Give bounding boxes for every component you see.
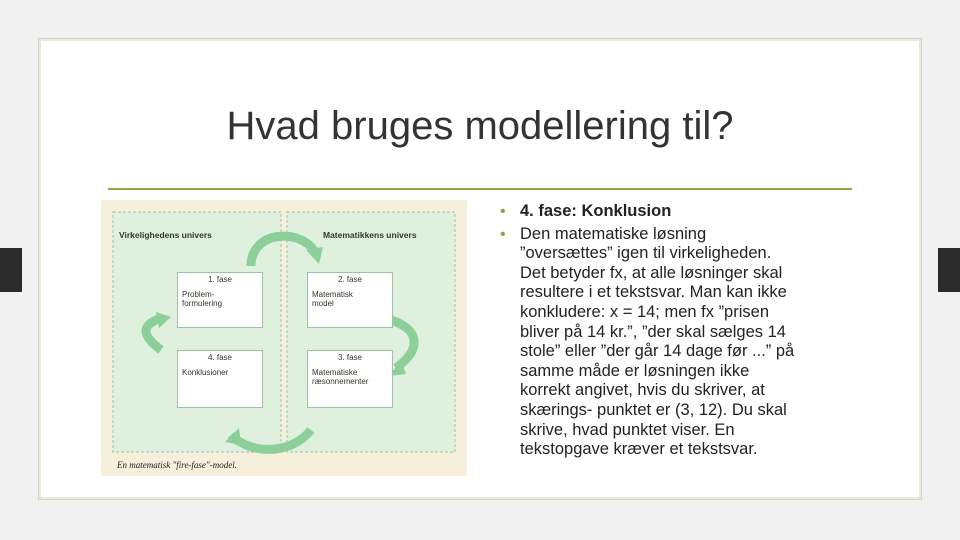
- right-edge-tab: [938, 248, 960, 292]
- phase-2-number: 2. fase: [337, 275, 362, 284]
- phase-3-text-2: ræsonnementer: [312, 377, 369, 387]
- bullet-2-line: stole” eller ”der går 14 dage før ...” på: [520, 342, 795, 361]
- phase-2-text-1: Matematisk: [312, 289, 353, 299]
- reality-universe-label: Virkelighedens univers: [119, 230, 212, 240]
- bullet-2-line: Den matematiske løsning: [520, 224, 707, 243]
- phase-4-number: 4. fase: [207, 353, 232, 362]
- bullet-2-line: korrekt angivet, hvis du skriver, at: [520, 381, 765, 400]
- bullet-2-line: tekstopgave kræver et tekstsvar.: [520, 440, 758, 459]
- bullet-list: [500, 202, 860, 460]
- title-divider: [108, 188, 852, 190]
- phase-1-box: [177, 272, 263, 328]
- phase-4-text-1: Konklusioner: [182, 367, 229, 377]
- phase-1-text-1: Problem-: [182, 289, 215, 299]
- four-phase-model-figure: [101, 200, 467, 476]
- bullet-2-line: samme måde er løsningen ikke: [520, 361, 750, 380]
- phase-2-text-2: model: [312, 299, 334, 309]
- bullet-2-line: resultere i et tekstsvar. Man kan ikke: [520, 283, 787, 302]
- bullet-2-line: konkludere: x = 14; men fx ”prisen: [520, 302, 769, 321]
- bullet-dot-icon: •: [500, 203, 506, 220]
- bullet-2-line: bliver på 14 kr.”, ”der skal sælges 14: [520, 322, 786, 341]
- phase-1-text-2: formulering: [182, 299, 223, 309]
- bullet-2-line: Det betyder fx, at alle løsninger skal: [520, 263, 783, 282]
- bullet-item-1: [500, 202, 860, 222]
- phase-4-box: [177, 350, 263, 408]
- bullet-dot-icon: •: [500, 225, 506, 243]
- math-universe-label: Matematikkens univers: [323, 230, 417, 240]
- bullet-2-line: skrive, hvad punktet viser. En: [520, 420, 735, 439]
- phase-3-number: 3. fase: [337, 353, 362, 362]
- figure-graphics: [101, 200, 467, 476]
- phase-2-box: [307, 272, 393, 328]
- bullet-2-line: skærings- punktet er (3, 12). Du skal: [520, 400, 787, 419]
- phase-3-box: [307, 350, 393, 408]
- bullet-2-line: ”oversættes” igen til virkeligheden.: [520, 244, 772, 263]
- phase-1-number: 1. fase: [207, 275, 232, 284]
- slide-title: Hvad bruges modellering til?: [226, 104, 734, 148]
- left-edge-tab: [0, 248, 22, 292]
- phase-3-text-1: Matematiske: [312, 367, 358, 377]
- bullet-1-text: 4. fase: Konklusion: [520, 202, 672, 220]
- figure-caption: En matematisk "fire-fase"-model.: [117, 460, 237, 470]
- bullet-item-2: [500, 225, 860, 460]
